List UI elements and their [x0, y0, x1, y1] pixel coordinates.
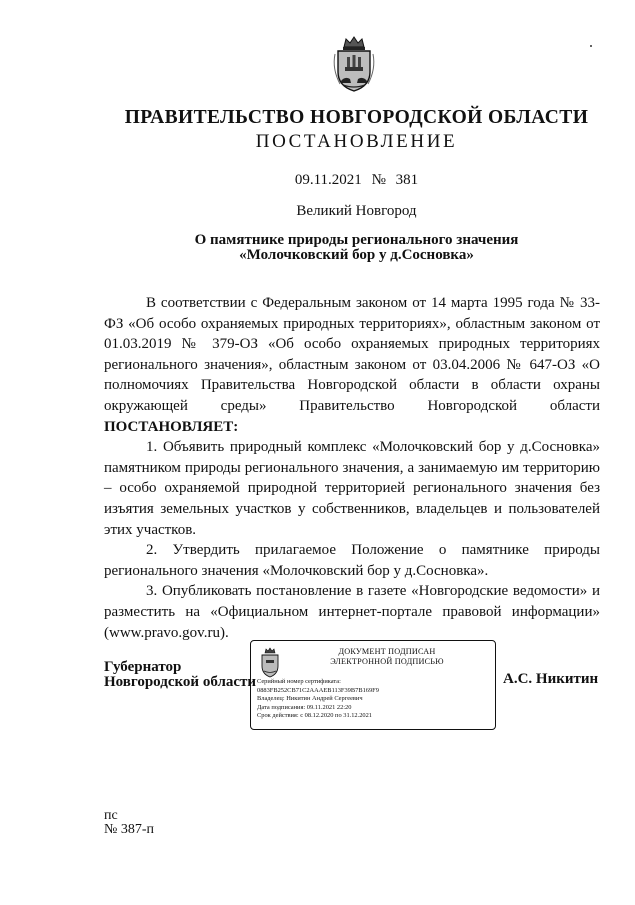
- signatory-title: [104, 660, 256, 690]
- signatory-title-line-2: Новгородской области: [104, 674, 257, 690]
- document-date: 09.11.2021: [294, 172, 362, 188]
- preamble-text: В соответствии с Федеральным законом от 14 марта 1995 года № 33-ФЗ «Об особо охраняемых природных территориях», областным законом от 01.03.2019 № 379-ОЗ «Об особо охраняемых природных территориях регионального значения», областным законом от 03.04.2006 № 647-ОЗ «О полномочиях Правительства Новгородской области в области охраны окружающей среды» Правительство Новгородской области: [104, 295, 600, 414]
- stamp-heading-line-2: ЭЛЕКТРОННОЙ ПОДПИСЬЮ: [330, 657, 444, 666]
- speck: [590, 45, 592, 47]
- coat-of-arms-icon: [331, 34, 377, 94]
- stamp-heading-line-1: ДОКУМЕНТ ПОДПИСАН: [338, 647, 436, 656]
- stamp-heading: [287, 647, 487, 667]
- certificate-owner: Владелец: Никитин Андрей Сергеевич: [257, 695, 363, 703]
- item-1: 1. Объявить природный комплекс «Молочковский бор у д.Сосновка» памятником природы регионального значения, а занимаемую им территорию – особо охраняемой природной территорией регионального значения без изъятия земельных участков у собственников, владельцев и пользователей этих участков.: [104, 439, 600, 538]
- subject-heading: [0, 233, 635, 263]
- footer-note: [104, 809, 154, 837]
- signing-date: Дата подписания: 09.11.2021 22:20: [257, 703, 352, 711]
- item-3: 3. Опубликовать постановление в газете «Новгородские ведомости» и разместить на «Официальном интернет-портале правовой информации» (www.pravo.gov.ru).: [104, 583, 600, 641]
- decree-word: ПОСТАНОВЛЯЕТ:: [104, 418, 239, 435]
- date-number-line: [0, 172, 635, 189]
- document-body: [104, 293, 600, 643]
- stamp-details: [257, 678, 379, 721]
- subject-line-2: «Молочковский бор у д.Сосновка»: [239, 247, 474, 263]
- city: Великий Новгород: [296, 203, 417, 219]
- document-type: ПОСТАНОВЛЕНИЕ: [255, 131, 458, 152]
- number-sign: №: [371, 172, 386, 188]
- organization-title: ПРАВИТЕЛЬСТВО НОВГОРОДСКОЙ ОБЛАСТИ: [124, 107, 589, 128]
- item-2: 2. Утвердить прилагаемое Положение о памятнике природы регионального значения «Молочковский бор у д.Сосновка».: [104, 542, 600, 579]
- stamp-coat-of-arms-icon: [258, 647, 282, 678]
- signatory-title-line-1: Губернатор: [104, 659, 182, 675]
- certificate-validity: Срок действия: с 08.12.2020 по 31.12.2021: [257, 712, 373, 720]
- subject-line-1: О памятнике природы регионального значения: [194, 232, 519, 248]
- certificate-number: 0883FB252CB71C2AAAEB113F39B7B169F9: [257, 686, 379, 694]
- certificate-label: Серийный номер сертификата:: [257, 678, 341, 685]
- signatory-name: А.С. Никитин: [503, 671, 599, 687]
- footer-line-1: пс: [104, 808, 118, 823]
- electronic-signature-stamp: [250, 640, 496, 730]
- preamble-paragraph: [104, 293, 600, 437]
- footer-line-2: № 387-п: [104, 822, 155, 837]
- document-number: 381: [395, 172, 419, 188]
